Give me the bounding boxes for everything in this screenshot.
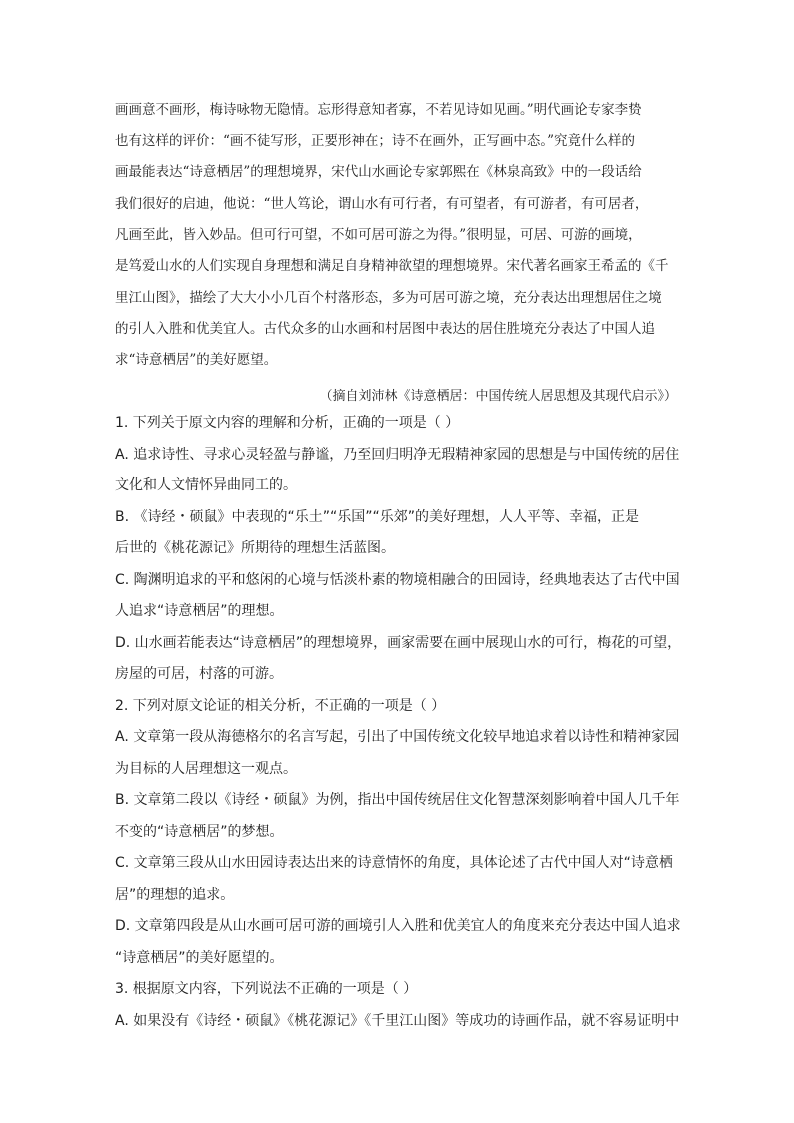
- question-1-option-a-cont: 文化和人文情怀异曲同工的。: [115, 477, 297, 493]
- source-citation: （摘自刘沛林《诗意栖居：中国传统人居思想及其现代启示》）: [319, 389, 677, 404]
- question-1-option-b-cont: 后世的《桃花源记》所期待的理想生活蓝图。: [115, 540, 395, 556]
- question-1-option-a: A. 追求诗性、寻求心灵轻盈与静谧，乃至回归明净无瑕精神家园的思想是与中国传统的居住: [115, 447, 680, 463]
- passage-line: 凡画至此，皆入妙品。但可行可望，不如可居可游之为得。”很明显，可居、可游的画境，: [115, 227, 642, 243]
- question-1-option-d: D. 山水画若能表达“诗意栖居”的理想境界，画家需要在画中展现山水的可行，梅花的可望，: [115, 635, 682, 651]
- question-1-option-c: C. 陶渊明追求的平和悠闲的心境与恬淡朴素的物境相融合的田园诗，经典地表达了古代中国: [115, 572, 680, 588]
- question-3-stem: 3. 根据原文内容，下列说法不正确的一项是（ ）: [115, 981, 418, 997]
- question-2-option-c: C. 文章第三段从山水田园诗表达出来的诗意情怀的角度，具体论述了古代中国人对“诗意栖: [115, 855, 673, 871]
- question-2-option-d-cont: “诗意栖居”的美好愿望的。: [115, 950, 284, 966]
- question-1-stem: 1. 下列关于原文内容的理解和分析，正确的一项是（ ）: [115, 415, 460, 431]
- question-2-option-a-cont: 为目标的人居理想这一观点。: [115, 761, 297, 777]
- question-3-option-a: A. 如果没有《诗经・硕鼠》《桃花源记》《千里江山图》等成功的诗画作品，就不容易证明中: [115, 1013, 680, 1029]
- passage-line: 也有这样的评价：“画不徒写形，正要形神在；诗不在画外，正写画中态。”究竟什么样的: [115, 133, 636, 149]
- question-2-option-d: D. 文章第四段是从山水画可居可游的画境引人入胜和优美宜人的角度来充分表达中国人追求: [115, 918, 681, 934]
- question-2-option-b: B. 文章第二段以《诗经・硕鼠》为例，指出中国传统居住文化智慧深刻影响着中国人几千年: [115, 792, 680, 808]
- question-1-option-b: B. 《诗经・硕鼠》中表现的“乐土”“乐国”“乐郊”的美好理想，人人平等、幸福，正是: [115, 509, 640, 525]
- passage-line: 求“诗意栖居”的美好愿望。: [115, 352, 278, 368]
- passage-line: 的引人入胜和优美宜人。古代众多的山水画和村居图中表达的居住胜境充分表达了中国人追: [115, 321, 655, 337]
- question-1-option-d-cont: 房屋的可居，村落的可游。: [115, 666, 283, 682]
- question-2-option-a: A. 文章第一段从海德格尔的名言写起，引出了中国传统文化较早地追求着以诗性和精神家园: [115, 729, 680, 745]
- passage-line: 画画意不画形，梅诗咏物无隐情。忘形得意知者寡，不若见诗如见画。”明代画论专家李贽: [115, 102, 642, 118]
- question-2-option-b-cont: 不变的“诗意栖居”的梦想。: [115, 824, 284, 840]
- question-2-stem: 2. 下列对原文论证的相关分析，不正确的一项是（ ）: [115, 698, 446, 714]
- question-1-option-c-cont: 人追求“诗意栖居”的理想。: [115, 603, 284, 619]
- passage-line: 是笃爱山水的人们实现自身理想和满足自身精神欲望的理想境界。宋代著名画家王希孟的《千: [115, 258, 669, 274]
- passage-line: 里江山图》，描绘了大大小小几百个村落形态，多为可居可游之境，充分表达出理想居住之境: [115, 290, 662, 306]
- passage-line: 画最能表达“诗意栖居”的理想境界，宋代山水画论专家郭熙在《林泉高致》中的一段话给: [115, 164, 642, 180]
- question-2-option-c-cont: 居”的理想的追求。: [115, 887, 235, 903]
- passage-line: 我们很好的启迪，他说：“世人笃论，谓山水有可行者，有可望者，有可游者，有可居者，: [115, 196, 649, 212]
